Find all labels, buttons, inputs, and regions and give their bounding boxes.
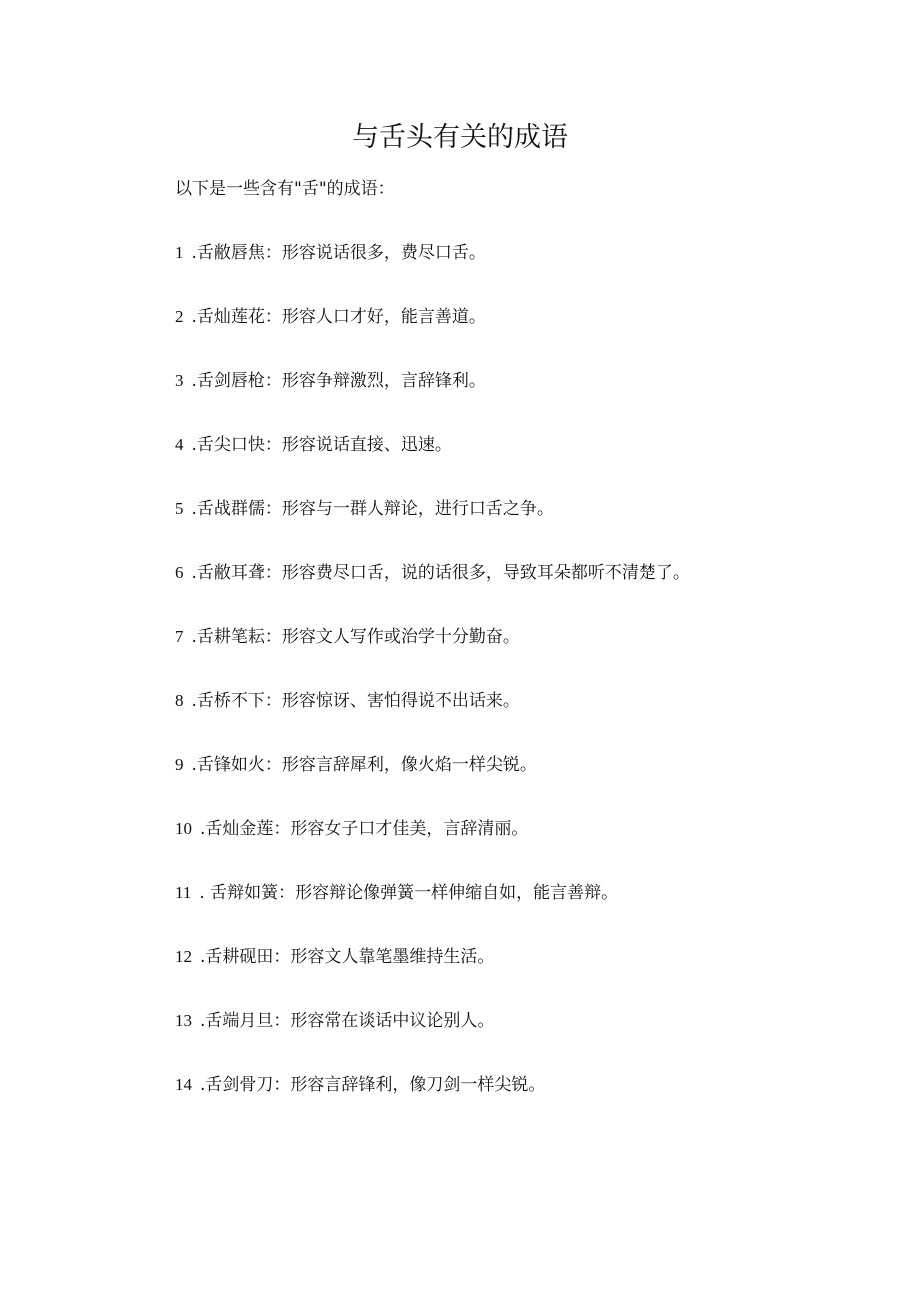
list-item: [175, 816, 715, 842]
item-text: .舌灿莲花：形容人口才好，能言善道。: [191, 307, 486, 327]
item-text: .舌尖口快：形容说话直接、迅速。: [191, 435, 452, 455]
item-number: 11: [175, 883, 192, 902]
item-number: 13: [175, 1011, 192, 1030]
item-text: .舌敝唇焦：形容说话很多，费尽口舌。: [191, 243, 486, 263]
item-text: .舌耕笔耘：形容文人写作或治学十分勤奋。: [191, 627, 520, 647]
item-number: 4: [175, 435, 184, 454]
item-text: .舌灿金莲：形容女子口才佳美，言辞清丽。: [200, 819, 529, 839]
item-number: 5: [175, 499, 184, 518]
list-item: [175, 496, 715, 522]
item-number: 3: [175, 371, 184, 390]
list-item: [175, 560, 715, 586]
item-number: 10: [175, 819, 192, 838]
list-item: [175, 304, 715, 330]
list-item: [175, 368, 715, 394]
list-item: [175, 688, 715, 714]
item-text: .舌端月旦：形容常在谈话中议论别人。: [200, 1011, 495, 1031]
list-item: [175, 240, 715, 266]
item-number: 2: [175, 307, 184, 326]
list-item: [175, 944, 715, 970]
item-number: 8: [175, 691, 184, 710]
list-item: [175, 752, 715, 778]
item-number: 12: [175, 947, 192, 966]
item-text: .舌战群儒：形容与一群人辩论，进行口舌之争。: [191, 499, 554, 519]
item-text: .舌锋如火：形容言辞犀利，像火焰一样尖锐。: [191, 755, 537, 775]
list-item: [175, 624, 715, 650]
item-number: 6: [175, 563, 184, 582]
document-title: 与舌头有关的成语: [352, 122, 568, 153]
item-text: .舌剑骨刀：形容言辞锋利，像刀剑一样尖锐。: [200, 1075, 546, 1095]
item-number: 14: [175, 1075, 192, 1094]
item-text: .舌耕砚田：形容文人靠笔墨维持生活。: [200, 947, 495, 967]
item-text: . 舌辩如簧：形容辩论像弹簧一样伸缩自如，能言善辩。: [199, 883, 619, 903]
intro-text: 以下是一些含有"舌"的成语：: [175, 179, 395, 199]
list-item: [175, 432, 715, 458]
item-number: 1: [175, 243, 184, 262]
item-text: .舌桥不下：形容惊讶、害怕得说不出话来。: [191, 691, 520, 711]
list-item: [175, 1008, 715, 1034]
list-item: [175, 880, 715, 906]
list-item: [175, 1072, 715, 1098]
idiom-list: [175, 240, 715, 1136]
item-text: .舌敝耳聋：形容费尽口舌，说的话很多，导致耳朵都听不清楚了。: [191, 563, 690, 583]
item-number: 9: [175, 755, 184, 774]
item-text: .舌剑唇枪：形容争辩激烈，言辞锋利。: [191, 371, 486, 391]
item-number: 7: [175, 627, 184, 646]
